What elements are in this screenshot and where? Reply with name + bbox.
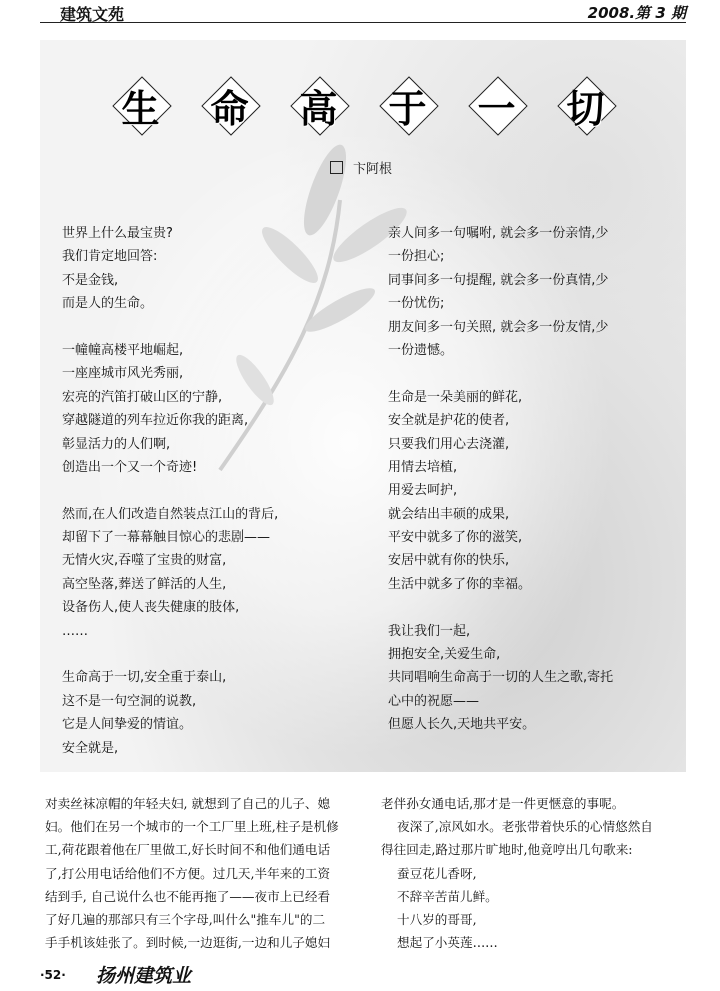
poem-line: 安居中就有你的快乐, xyxy=(388,553,510,569)
poem-line xyxy=(388,362,613,385)
poem-line: 朋友间多一句关照, 就会多一份友情,少 xyxy=(388,319,609,335)
poem-line: 一座座城市风光秀丽, xyxy=(62,366,184,382)
article-line: 工,荷花跟着他在厂里做工,好长时间不和他们通电话 xyxy=(45,842,331,858)
poem-line: 我让我们一起, xyxy=(388,623,471,639)
poem-line: 一份忧伤; xyxy=(388,296,445,312)
poem-line xyxy=(62,643,278,666)
article-line: 手手机该娃张了。到时候,一边逛街,一边和儿子媳妇 xyxy=(45,935,331,951)
poem-line: 生命高于一切,安全重于泰山, xyxy=(62,670,227,686)
poem-line xyxy=(62,479,278,502)
poem-line: 亲人间多一句嘱咐, 就会多一份亲情,少 xyxy=(388,226,609,241)
article-line: 不辞辛苦苗儿鲜。 xyxy=(381,888,498,904)
author-name: 卞阿根 xyxy=(353,162,393,177)
poem-line: 穿越隧道的列车拉近你我的距离, xyxy=(62,413,249,429)
poem-line: 宏亮的汽笛打破山区的宁静, xyxy=(62,389,223,405)
poem-line: 拥抱安全,关爱生命, xyxy=(388,647,501,663)
poem-line: 设备伤人,使人丧失健康的肢体, xyxy=(62,600,240,616)
poem-left-column xyxy=(62,222,278,760)
article-line: 结到手, 自己说什么也不能再拖了——夜市上已经看 xyxy=(45,888,331,904)
title-char xyxy=(110,74,172,136)
poem-line: 生命是一朵美丽的鲜花, xyxy=(388,389,523,405)
title-char-text: 于 xyxy=(388,85,427,131)
poem-right-column xyxy=(388,222,613,737)
poem-line: …… xyxy=(62,623,88,639)
poem-line xyxy=(388,596,613,619)
article-line: 想起了小英莲…… xyxy=(381,935,498,951)
title-char xyxy=(288,74,350,136)
poem-line: 却留下了一幕幕触目惊心的悲剧—— xyxy=(62,530,271,546)
poem-line: 而是人的生命。 xyxy=(62,296,154,312)
journal-name: 建筑文苑 xyxy=(60,5,125,24)
poem-line: 彰显活力的人们啊, xyxy=(62,436,171,452)
issue-label: 2008.第 3 期 xyxy=(587,4,686,22)
poem-line: 用情去培植, xyxy=(388,459,458,475)
article-line: 对卖丝袜凉帽的年轻夫妇, 就想到了自己的儿子、媳 xyxy=(45,796,331,811)
poem-line: 只要我们用心去浇灌, xyxy=(388,436,510,452)
poem-line: 平安中就多了你的滋笑, xyxy=(388,530,523,546)
article-line: 了好几遍的那部只有三个字母,叫什么"推车儿"的二 xyxy=(45,912,326,928)
publisher-logo: 扬州建筑业 xyxy=(96,965,192,987)
author-square-icon xyxy=(330,161,343,174)
poem-line: 心中的祝愿—— xyxy=(388,693,480,709)
article-line: 蚕豆花儿香呀, xyxy=(381,865,477,881)
poem-title xyxy=(40,74,686,140)
title-char-text: 高 xyxy=(299,85,338,131)
poem-line: 无情火灾,吞噬了宝贵的财富, xyxy=(62,553,227,569)
author-line xyxy=(330,158,392,177)
poem-line: 我们肯定地回答: xyxy=(62,249,158,265)
poem-line: 这不是一句空洞的说教, xyxy=(62,693,197,709)
title-char-text: 命 xyxy=(210,85,249,131)
poem-line: 但愿人长久,天地共平安。 xyxy=(388,717,536,733)
article-line: 老伴孙女通电话,那才是一件更惬意的事呢。 xyxy=(381,796,625,811)
title-char xyxy=(377,74,439,136)
title-char xyxy=(555,74,617,136)
poem-line: 安全就是, xyxy=(62,740,119,756)
poem-line xyxy=(62,316,278,339)
poem-line: 生活中就多了你的幸福。 xyxy=(388,576,532,592)
poem-line: 创造出一个又一个奇迹! xyxy=(62,459,198,475)
article-line: 十八岁的哥哥, xyxy=(381,912,477,928)
poem-line: 同事间多一句提醒, 就会多一份真情,少 xyxy=(388,272,609,288)
poem-line: 就会结出丰硕的成果, xyxy=(388,506,510,522)
title-char-text: 切 xyxy=(566,85,605,131)
header-rule xyxy=(40,22,686,23)
article-line: 夜深了,凉风如水。老张带着快乐的心情悠然自 xyxy=(381,819,653,835)
poem-panel xyxy=(40,40,686,772)
title-char xyxy=(199,74,261,136)
article-line: 妇。他们在另一个城市的一个工厂里上班,柱子是机修 xyxy=(45,819,339,835)
poem-line: 然而,在人们改造自然装点江山的背后, xyxy=(62,506,279,522)
article-line: 得往回走,路过那片旷地时,他竟哼出几句歌来: xyxy=(381,842,633,858)
poem-line: 世界上什么最宝贵? xyxy=(62,226,173,241)
poem-line: 一份担心; xyxy=(388,249,445,265)
poem-line: 安全就是护花的使者, xyxy=(388,413,510,429)
poem-line: 用爱去呵护, xyxy=(388,483,458,499)
article-line: 了,打公用电话给他们不方便。过几天,半年来的工资 xyxy=(45,865,331,881)
poem-line: 它是人间挚爱的情谊。 xyxy=(62,717,193,733)
poem-line: 一幢幢高楼平地崛起, xyxy=(62,342,184,358)
poem-line: 高空坠落,葬送了鲜活的人生, xyxy=(62,576,227,592)
poem-line: 共同唱响生命高于一切的人生之歌,寄托 xyxy=(388,670,614,686)
poem-line: 一份遗憾。 xyxy=(388,342,454,358)
page-number: ·52· xyxy=(40,968,66,982)
title-char-text: 一 xyxy=(477,85,516,131)
article-right-column xyxy=(381,792,653,954)
title-char-text: 生 xyxy=(121,85,160,131)
poem-line: 不是金钱, xyxy=(62,272,119,288)
article-left-column xyxy=(45,792,339,954)
title-char xyxy=(466,74,528,136)
